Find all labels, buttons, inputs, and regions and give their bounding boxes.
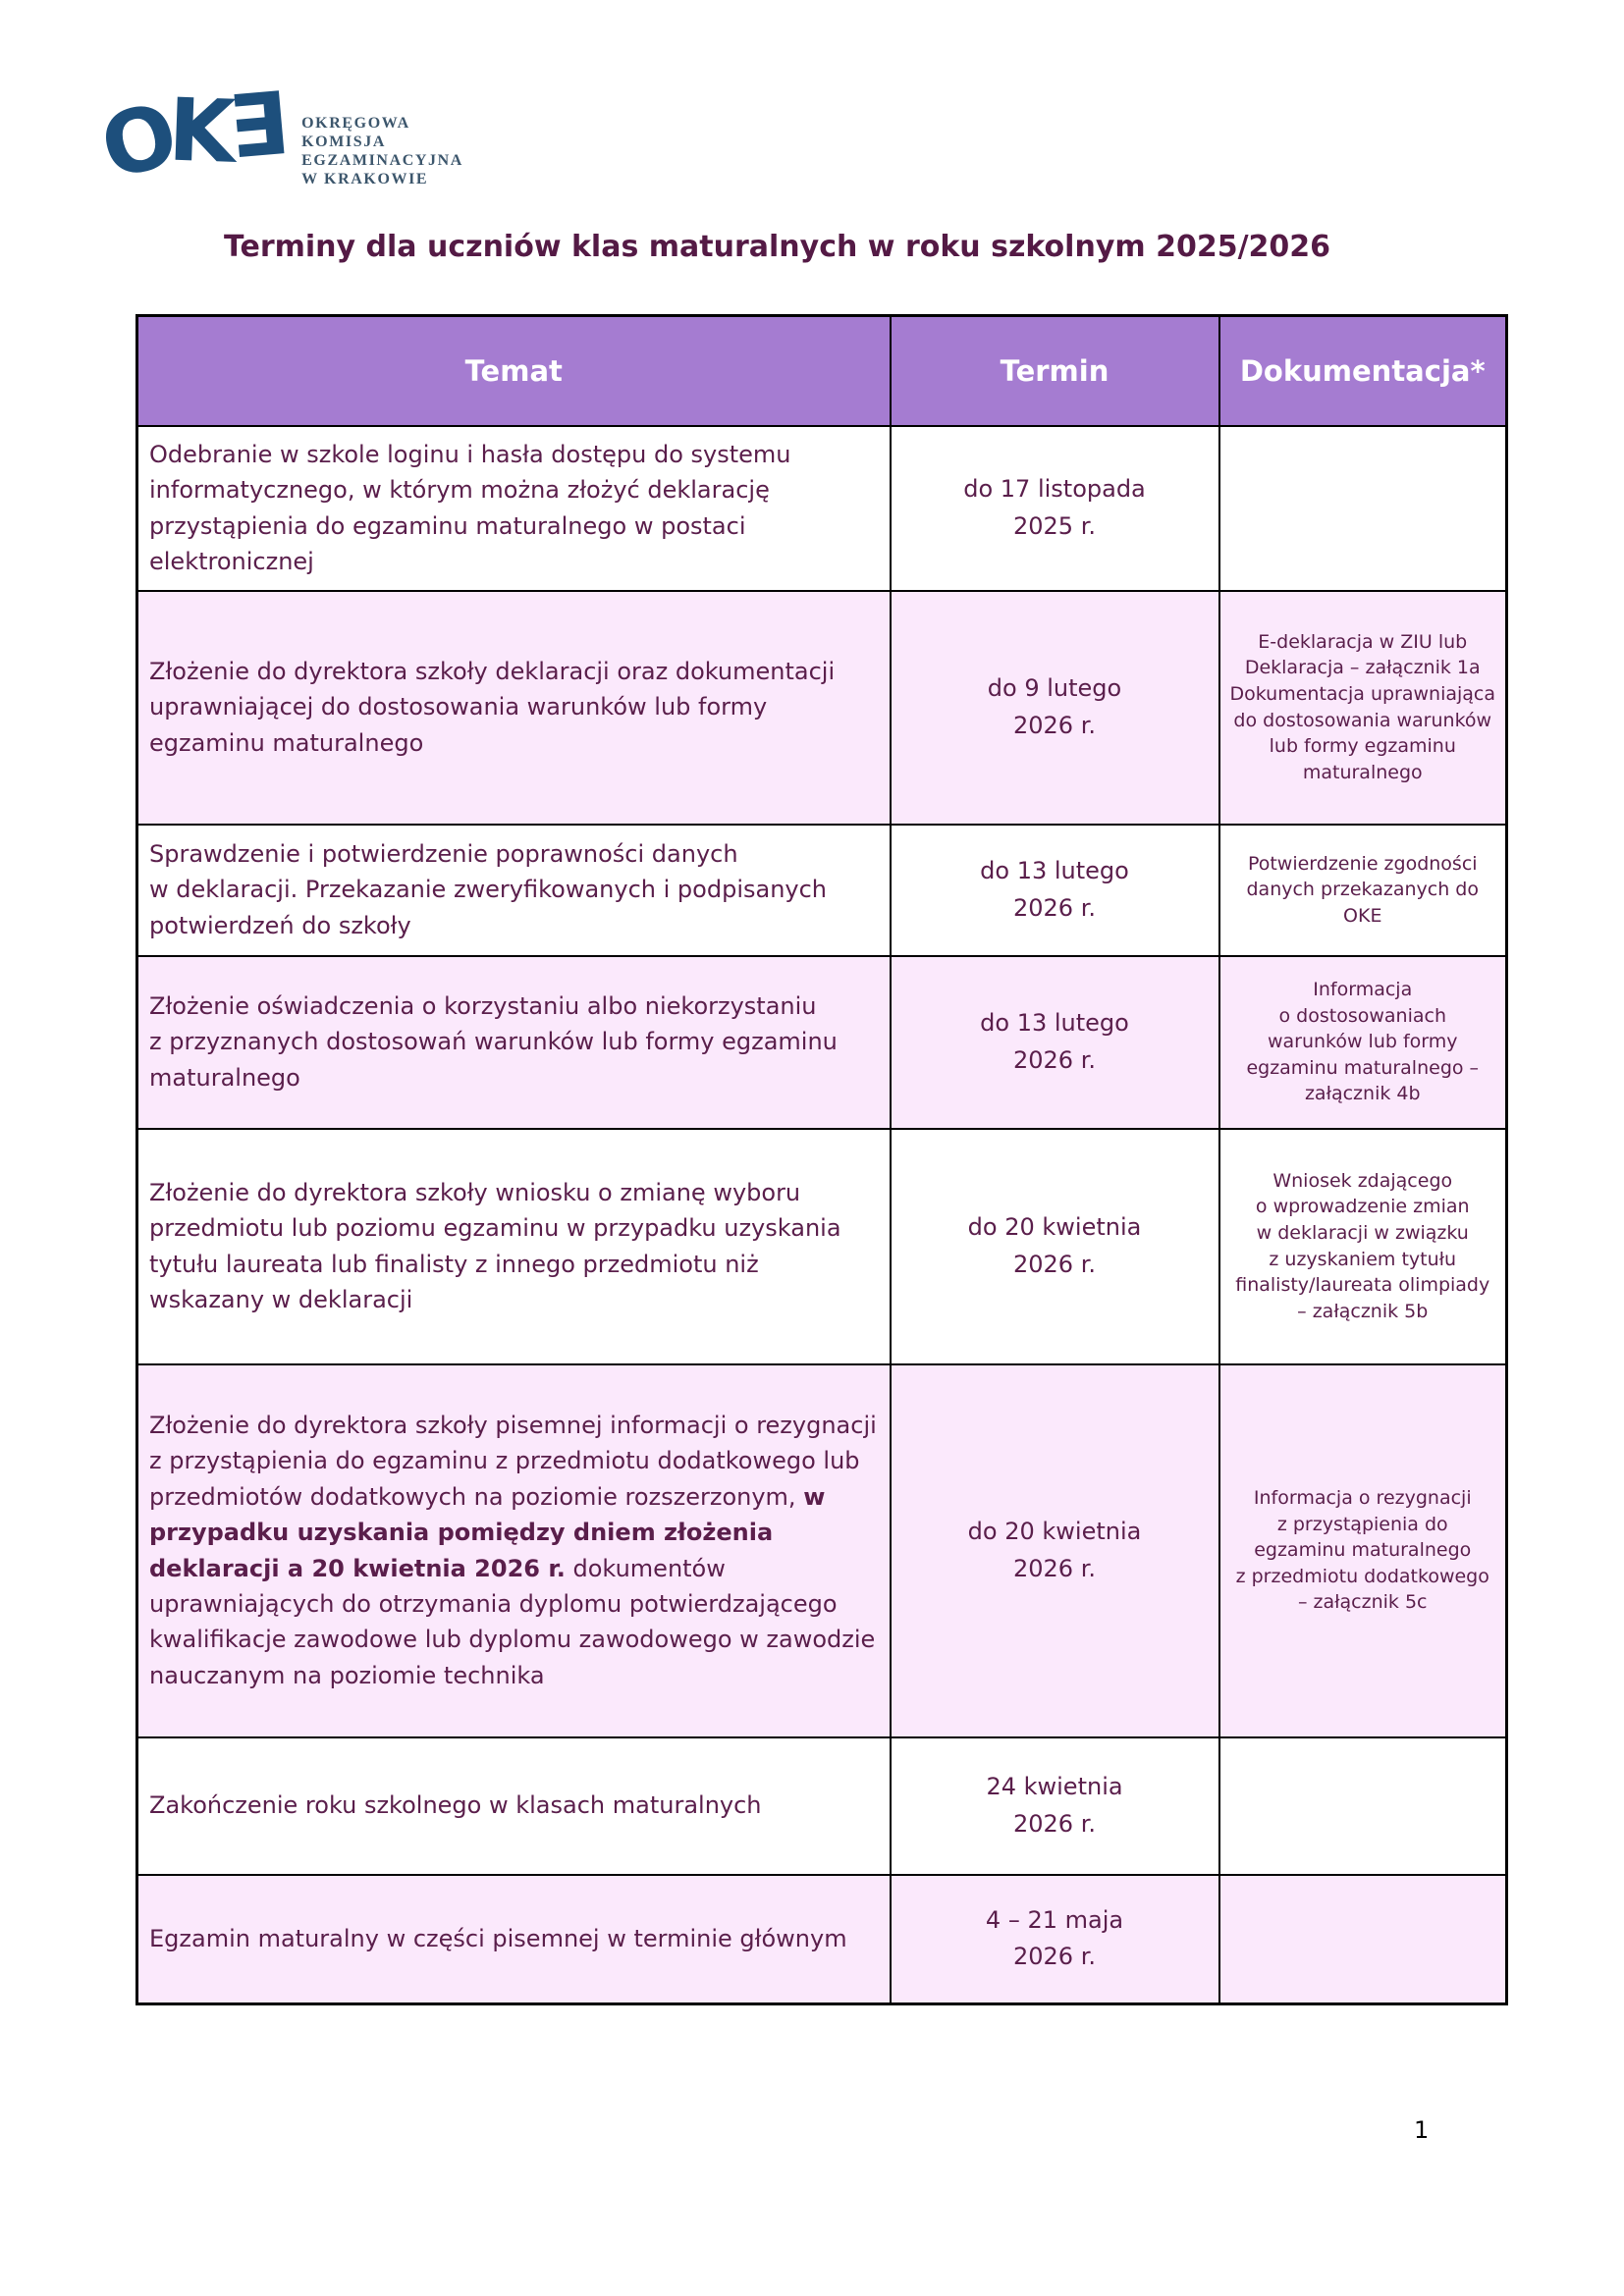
- table-row: [137, 1737, 1507, 1875]
- termin-line: 2025 r.: [1013, 511, 1096, 540]
- termin-line: 2026 r.: [1013, 1943, 1096, 1971]
- cell-temat: Zakończenie roku szkolnego w klasach maturalnych: [137, 1737, 891, 1875]
- table-row: [137, 956, 1507, 1129]
- cell-termin: [891, 426, 1219, 591]
- cell-temat: Złożenie oświadczenia o korzystaniu albo niekorzystaniu z przyznanych dostosowań warunków lub formy egzaminu maturalnego: [137, 956, 891, 1129]
- cell-dokumentacja: [1219, 1875, 1507, 2004]
- cell-temat: Egzamin maturalny w części pisemnej w terminie głównym: [137, 1875, 891, 2004]
- termin-line: 2026 r.: [1013, 1554, 1096, 1582]
- table-row: [137, 1129, 1507, 1364]
- cell-termin: [891, 591, 1219, 825]
- logo-org-line: W KRAKOWIE: [301, 171, 429, 187]
- cell-dokumentacja: Informacja o dostosowaniach warunków lub formy egzaminu maturalnego – załącznik 4b: [1219, 956, 1507, 1129]
- cell-termin: [891, 1875, 1219, 2004]
- cell-termin: [891, 825, 1219, 956]
- termin-line: 4 – 21 maja: [985, 1906, 1124, 1935]
- cell-dokumentacja: [1219, 1737, 1507, 1875]
- cell-dokumentacja: Wniosek zdającego o wprowadzenie zmian w deklaracji w związku z uzyskaniem tytułu finalisty/laureata olimpiady – załącznik 5b: [1219, 1129, 1507, 1364]
- termin-line: do 20 kwietnia: [967, 1518, 1142, 1546]
- cell-termin: [891, 1737, 1219, 1875]
- cell-dokumentacja: E-deklaracja w ZIU lub Deklaracja – załącznik 1a Dokumentacja uprawniająca do dostosowania warunków lub formy egzaminu maturalnego: [1219, 591, 1507, 825]
- table-row: [137, 426, 1507, 591]
- cell-temat: Sprawdzenie i potwierdzenie poprawności danych w deklaracji. Przekazanie zweryfikowanych i podpisanych potwierdzeń do szkoły: [137, 825, 891, 956]
- cell-dokumentacja: Informacja o rezygnacji z przystąpienia do egzaminu maturalnego z przedmiotu dodatkowego – załącznik 5c: [1219, 1364, 1507, 1737]
- cell-termin: [891, 1364, 1219, 1737]
- logo-org-line: KOMISJA: [301, 133, 387, 150]
- termin-line: 2026 r.: [1013, 711, 1096, 739]
- termin-line: 24 kwietnia: [986, 1773, 1123, 1801]
- cell-dokumentacja: [1219, 426, 1507, 591]
- cell-temat: Złożenie do dyrektora szkoły pisemnej informacji o rezygnacji z przystąpienia do egzaminu z przedmiotu dodatkowego lub przedmiotów dodatkowych na poziomie rozszerzonym, w przypadku uzyskania pomiędzy dniem złożenia deklaracji a 20 kwietnia 2026 r. dokumentów uprawniających do otrzymania dyplomu potwierdzającego kwalifikacje zawodowe lub dyplomu zawodowego w zawodzie nauczanym na poziomie technika: [137, 1364, 891, 1737]
- termin-line: 2026 r.: [1013, 1250, 1096, 1278]
- table-row: [137, 825, 1507, 956]
- cell-temat: Złożenie do dyrektora szkoły wniosku o zmianę wyboru przedmiotu lub poziomu egzaminu w przypadku uzyskania tytułu laureata lub finalisty z innego przedmiotu niż wskazany w deklaracji: [137, 1129, 891, 1364]
- cell-temat: Odebranie w szkole loginu i hasła dostępu do systemu informatycznego, w którym można złożyć deklarację przystąpienia do egzaminu maturalnego w postaci elektronicznej: [137, 426, 891, 591]
- logo: [90, 67, 463, 199]
- deadlines-table: [135, 314, 1508, 2005]
- termin-line: do 13 lutego: [980, 857, 1129, 885]
- cell-termin: [891, 1129, 1219, 1364]
- termin-line: 2026 r.: [1013, 893, 1096, 922]
- termin-line: do 13 lutego: [980, 1009, 1129, 1038]
- column-header-dokumentacja: Dokumentacja*: [1219, 316, 1507, 426]
- termin-line: 2026 r.: [1013, 1809, 1096, 1838]
- logo-org-name: [301, 67, 463, 188]
- termin-line: do 17 listopada: [963, 475, 1146, 504]
- table-header-row: [137, 316, 1507, 426]
- table-row: [137, 1364, 1507, 1737]
- cell-temat: Złożenie do dyrektora szkoły deklaracji oraz dokumentacji uprawniającej do dostosowania warunków lub formy egzaminu maturalnego: [137, 591, 891, 825]
- table-row: [137, 591, 1507, 825]
- termin-line: do 9 lutego: [987, 674, 1122, 703]
- termin-line: 2026 r.: [1013, 1045, 1096, 1074]
- cell-dokumentacja: Potwierdzenie zgodności danych przekazanych do OKE: [1219, 825, 1507, 956]
- cell-termin: [891, 956, 1219, 1129]
- table-row: [137, 1875, 1507, 2004]
- logo-org-line: EGZAMINACYJNA: [301, 152, 463, 169]
- termin-line: do 20 kwietnia: [967, 1213, 1142, 1242]
- column-header-termin: Termin: [891, 316, 1219, 426]
- logo-org-line: OKRĘGOWA: [301, 115, 410, 132]
- page-number: 1: [1414, 2116, 1430, 2144]
- column-header-temat: Temat: [137, 316, 891, 426]
- page-title: Terminy dla uczniów klas maturalnych w roku szkolnym 2025/2026: [224, 230, 1331, 264]
- oke-logo-mark-icon: OK∃: [90, 73, 287, 199]
